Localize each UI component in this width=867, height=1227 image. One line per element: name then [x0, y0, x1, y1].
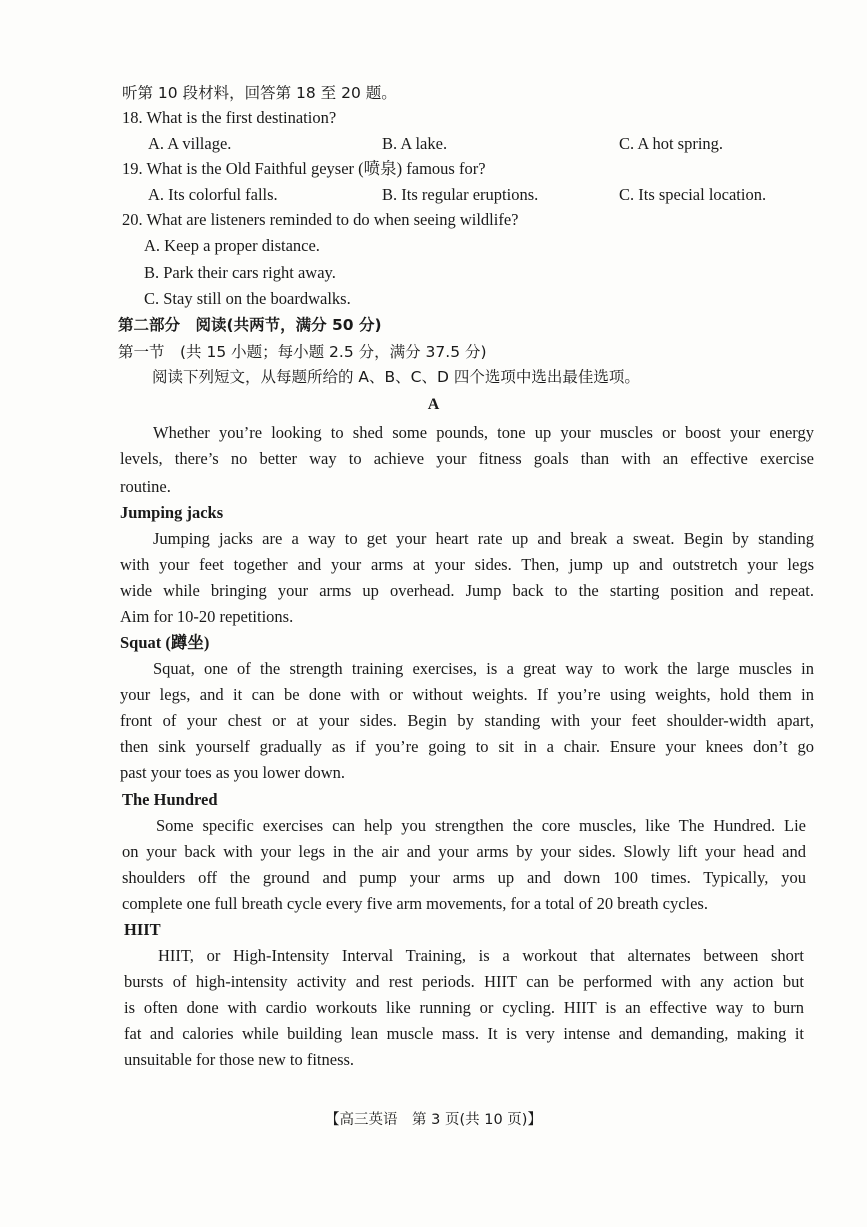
question-18: 18. What is the first destination?: [122, 108, 337, 127]
q20-option-a: A. Keep a proper distance.: [144, 236, 320, 255]
part-two-title: 第二部分 阅读(共两节，满分 50 分): [118, 316, 382, 334]
reading-instruction: 阅读下列短文，从每题所给的 A、B、C、D 四个选项中选出最佳选项。: [152, 368, 640, 386]
paragraph-line: shoulders off the ground and pump your arms up and down 100 times. Typically, you: [122, 868, 806, 887]
q19-option-b: B. Its regular eruptions.: [382, 185, 539, 204]
intro-line: routine.: [120, 477, 171, 496]
paragraph-line: HIIT, or High-Intensity Interval Training, is a workout that alternates between short: [158, 946, 804, 965]
paragraph-line: wide while bringing your arms up overhead. Jump back to the starting position and repeat.: [120, 581, 814, 600]
paragraph-line: fat and calories while building lean muscle mass. It is very intense and demanding, making it: [124, 1024, 804, 1043]
paragraph-line: Squat, one of the strength training exercises, is a great way to work the large muscles in: [153, 659, 814, 678]
q19-option-a: A. Its colorful falls.: [148, 185, 278, 204]
passage-label: A: [427, 396, 440, 413]
paragraph-line: past your toes as you lower down.: [120, 763, 346, 782]
section-heading: HIIT: [124, 920, 161, 939]
section-heading: Squat (蹲坐): [120, 633, 210, 652]
section-heading: The Hundred: [122, 790, 218, 809]
paragraph-line: Some specific exercises can help you strengthen the core muscles, like The Hundred. Lie: [156, 816, 806, 835]
q18-option-c: C. A hot spring.: [619, 134, 724, 153]
paragraph-line: unsuitable for those new to fitness.: [124, 1050, 355, 1069]
q19-option-c: C. Its special location.: [619, 185, 767, 204]
paragraph-line: with your feet together and your arms at your sides. Then, jump up and outstretch your legs: [120, 555, 814, 574]
paragraph-line: complete one full breath cycle every five arm movements, for a total of 20 breath cycles.: [122, 894, 708, 913]
paragraph-line: your legs, and it can be done with or without weights. If you’re using weights, hold them in: [120, 685, 814, 704]
paragraph-line: Aim for 10-20 repetitions.: [120, 607, 294, 626]
paragraph-line: on your back with your legs in the air and your arms by your sides. Slowly lift your head and: [122, 842, 806, 861]
listening-instruction: 听第 10 段材料，回答第 18 至 20 题。: [122, 84, 397, 102]
paragraph-line: front of your chest or at your sides. Begin by standing with your feet shoulder-width apart,: [120, 711, 814, 730]
question-19: 19. What is the Old Faithful geyser (喷泉) famous for?: [122, 159, 486, 178]
paragraph-line: Jumping jacks are a way to get your heart rate up and break a sweat. Begin by standing: [153, 529, 814, 548]
q18-option-b: B. A lake.: [382, 134, 448, 153]
paragraph-line: then sink yourself gradually as if you’re going to sit in a chair. Ensure your knees don’t go: [120, 737, 814, 756]
question-20: 20. What are listeners reminded to do when seeing wildlife?: [122, 210, 519, 229]
q20-option-b: B. Park their cars right away.: [144, 263, 336, 282]
page-footer: 【高三英语 第 3 页(共 10 页)】: [325, 1112, 542, 1128]
paragraph-line: is often done with cardio workouts like running or cycling. HIIT is an effective way to burn: [124, 998, 804, 1017]
intro-line: levels, there’s no better way to achieve your fitness goals than with an effective exercise: [120, 449, 814, 468]
section-heading: Jumping jacks: [120, 503, 224, 522]
paragraph-line: bursts of high-intensity activity and rest periods. HIIT can be performed with any action but: [124, 972, 804, 991]
q18-option-a: A. A village.: [148, 134, 232, 153]
intro-line: Whether you’re looking to shed some pounds, tone up your muscles or boost your energy: [153, 423, 814, 442]
section-one-title: 第一节 (共 15 小题；每小题 2.5 分，满分 37.5 分): [118, 343, 487, 361]
q20-option-c: C. Stay still on the boardwalks.: [144, 289, 351, 308]
